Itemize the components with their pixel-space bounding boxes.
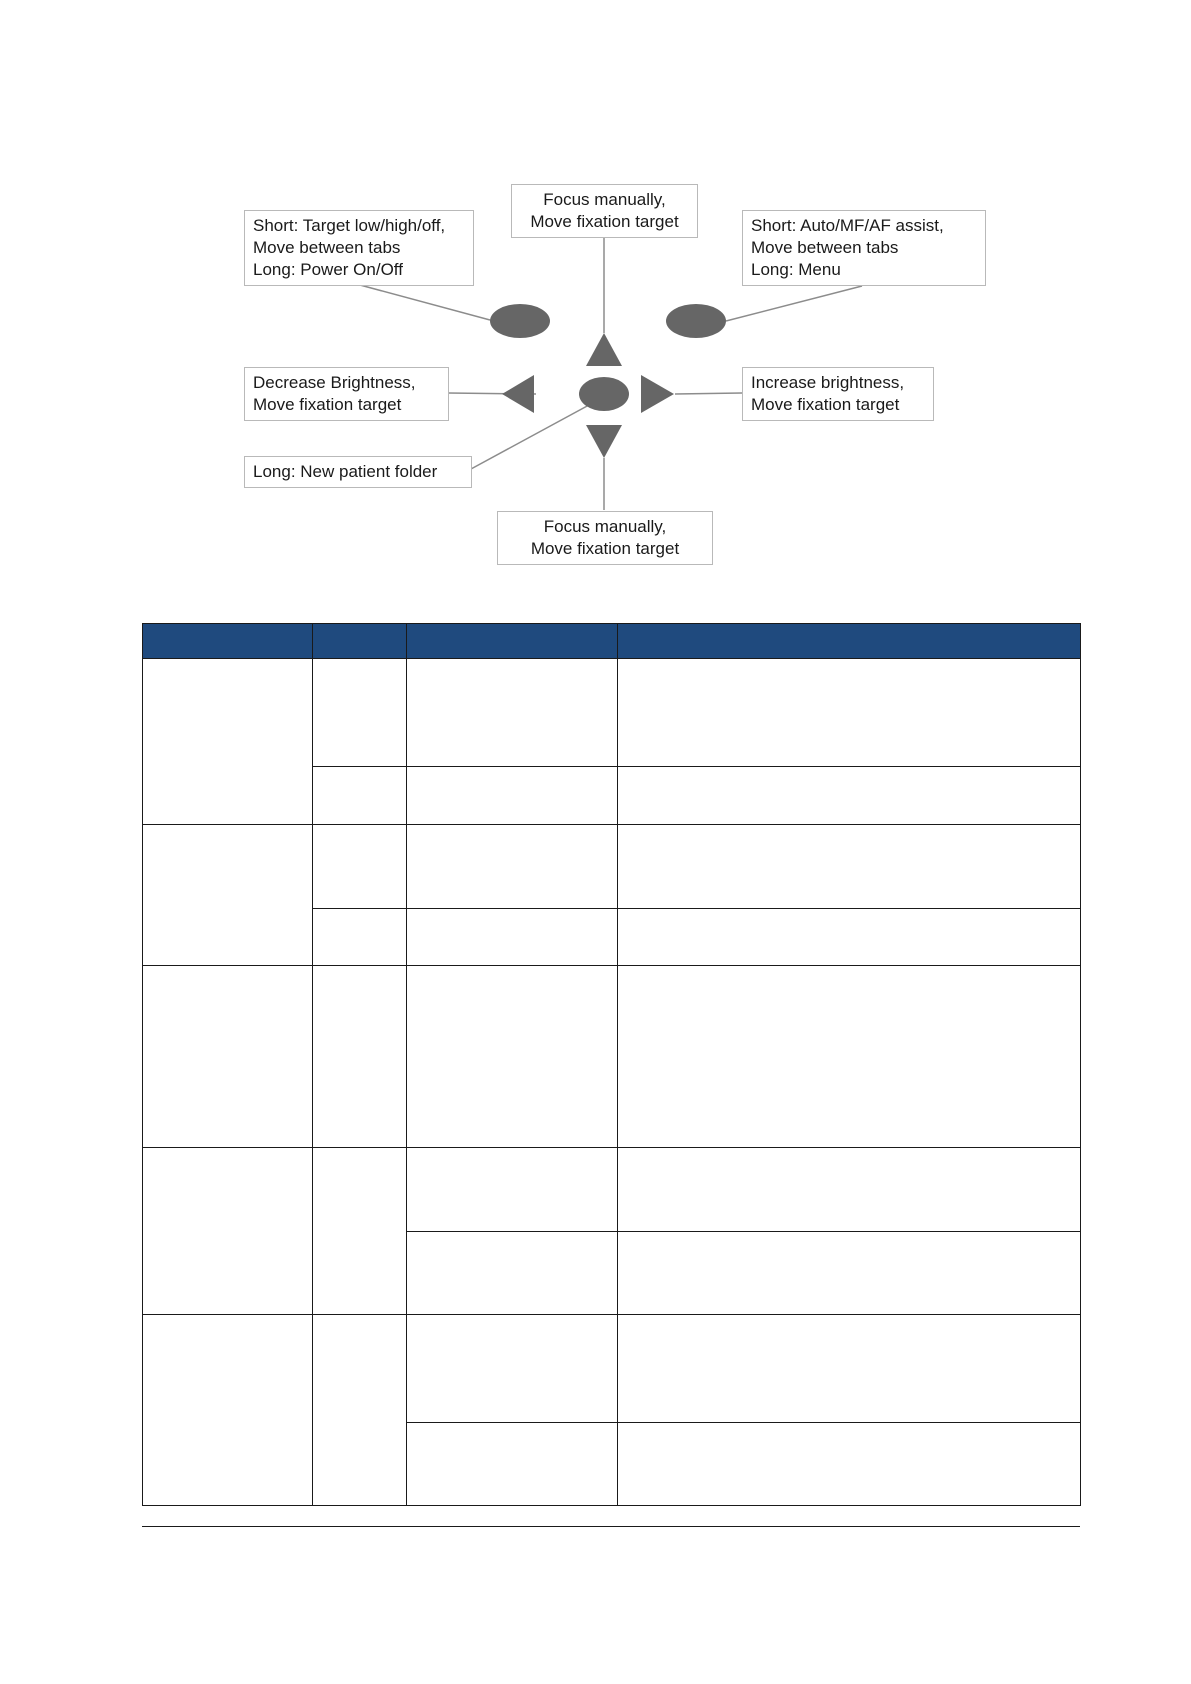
control-diagram — [0, 0, 1191, 600]
callout-decrease-brightness — [244, 367, 449, 421]
table-cell — [618, 1423, 1081, 1506]
callout-line: Move fixation target — [530, 212, 679, 231]
table-cell — [313, 1148, 407, 1315]
callout-line: Short: Target low/high/off, — [253, 216, 446, 235]
table-header-cell — [407, 624, 618, 659]
center-button — [579, 377, 629, 411]
callout-line: Move fixation target — [530, 539, 680, 558]
table-header-row — [143, 624, 1081, 659]
table-cell — [143, 825, 313, 966]
table-row — [143, 1148, 1081, 1232]
left-oval-button — [490, 304, 550, 338]
table-row — [143, 825, 1081, 909]
table-cell — [618, 909, 1081, 966]
table-cell — [143, 1315, 313, 1506]
table-cell — [407, 909, 618, 966]
table-header-cell — [618, 624, 1081, 659]
table-cell — [407, 1232, 618, 1315]
leader-line-top-left — [360, 285, 490, 320]
table-cell — [143, 1148, 313, 1315]
table-cell — [407, 1315, 618, 1423]
callout-line: Move between tabs — [253, 238, 401, 257]
table-cell — [407, 1148, 618, 1232]
callout-line: Short: Auto/MF/AF assist, — [751, 216, 944, 235]
table-cell — [313, 909, 407, 966]
table-cell — [618, 966, 1081, 1148]
table-cell — [143, 966, 313, 1148]
callout-line: Move fixation target — [751, 395, 900, 414]
callout-line: Focus manually, — [543, 190, 666, 209]
table-cell — [618, 767, 1081, 825]
table-header-cell — [143, 624, 313, 659]
leader-line-center — [471, 405, 589, 469]
callout-focus-up — [511, 184, 698, 238]
callout-line: Increase brightness, — [751, 373, 905, 392]
leader-line-top-right — [726, 286, 862, 321]
table-cell — [618, 659, 1081, 767]
table-cell — [407, 659, 618, 767]
right-oval-button — [666, 304, 726, 338]
table-cell — [407, 1423, 618, 1506]
table-cell — [313, 659, 407, 767]
table-row — [143, 659, 1081, 767]
table-cell — [618, 825, 1081, 909]
right-arrow-icon — [641, 375, 674, 413]
up-arrow-icon — [586, 333, 622, 366]
table-cell — [618, 1148, 1081, 1232]
callout-increase-brightness — [742, 367, 934, 421]
table-cell — [407, 767, 618, 825]
callout-new-patient-folder — [244, 456, 472, 488]
callout-line: Focus manually, — [543, 517, 667, 536]
footer-divider — [142, 1526, 1080, 1527]
table-row — [143, 966, 1081, 1148]
table-cell — [313, 966, 407, 1148]
left-arrow-icon — [502, 375, 534, 413]
table-cell — [618, 1315, 1081, 1423]
table-cell — [313, 1315, 407, 1506]
table-cell — [618, 1232, 1081, 1315]
callout-focus-down — [497, 511, 713, 565]
leader-line-right — [675, 393, 742, 394]
table-cell — [313, 825, 407, 909]
table-cell — [407, 966, 618, 1148]
callout-line: Long: Menu — [751, 260, 841, 279]
callout-top-right-button — [742, 210, 986, 286]
table-row — [143, 1315, 1081, 1423]
down-arrow-icon — [586, 425, 622, 458]
callout-line: Long: Power On/Off — [253, 260, 403, 279]
table-cell — [313, 767, 407, 825]
callout-line: Long: New patient folder — [253, 462, 438, 481]
callout-line: Move fixation target — [253, 395, 402, 414]
table-header-cell — [313, 624, 407, 659]
callout-top-left-button — [244, 210, 474, 286]
callout-line: Move between tabs — [751, 238, 899, 257]
callout-line: Decrease Brightness, — [253, 373, 416, 392]
controls-table — [142, 623, 1081, 1506]
table-cell — [407, 825, 618, 909]
table-cell — [143, 659, 313, 825]
